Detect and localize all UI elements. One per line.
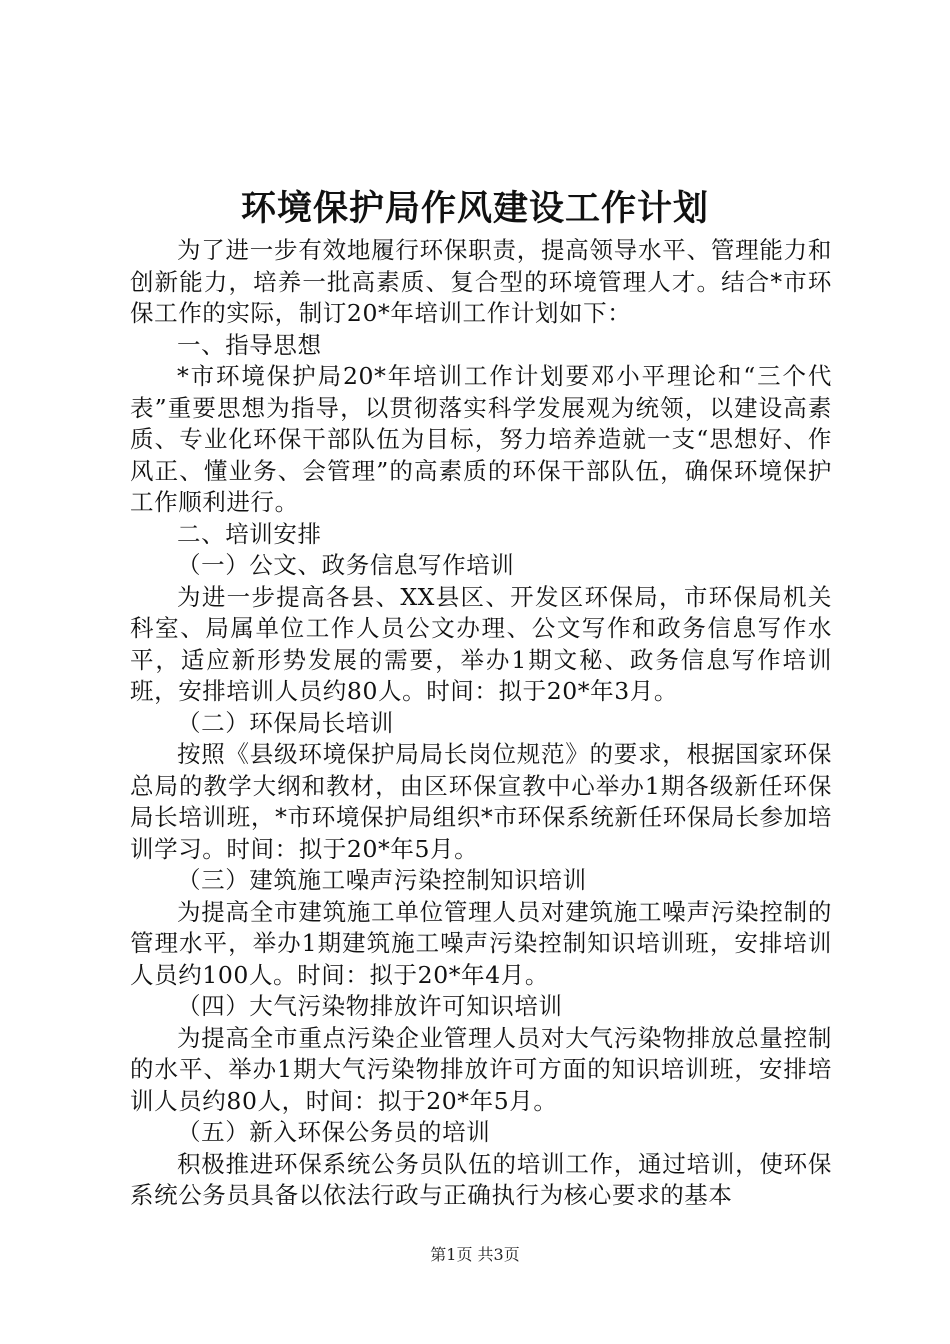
paragraph-guiding-ideology: *市环境保护局20*年培训工作计划要邓小平理论和“三个代表”重要思想为指导，以贯彻落实科学发展观为统领，以建设高素质、专业化环保干部队伍为目标，努力培养造就一支“思想好、作风正、懂业务、会管理”的高素质的环保干部队伍，确保环境保护工作顺利进行。 [130,362,832,516]
paragraph-director-training: 按照《县级环境保护局局长岗位规范》的要求，根据国家环保总局的教学大纲和教材，由区环保宣教中心举办1期各级新任环保局长培训班，*市环境保护局组织*市环保系统新任环保局长参加培训学习。时间：拟于20*年5月。 [130,740,832,863]
paragraph-civil-servant-training: 积极推进环保系统公务员队伍的培训工作，通过培训，使环保系统公务员具备以依法行政与正确执行为核心要求的基本 [130,1149,832,1209]
paragraph-writing-training: 为进一步提高各县、XX县区、开发区环保局，市环保局机关科室、局属单位工作人员公文办理、公文写作和政务信息写作水平，适应新形势发展的需要，举办1期文秘、政务信息写作培训班，安排培训人员约80人。时间：拟于20*年3月。 [130,582,832,705]
subheading-noise-training: （三）建筑施工噪声污染控制知识培训 [177,866,587,894]
paragraph-noise-training: 为提高全市建筑施工单位管理人员对建筑施工噪声污染控制的管理水平，举办1期建筑施工噪声污染控制知识培训班，安排培训人员约100人。时间：拟于20*年4月。 [130,897,832,989]
heading-guiding-ideology: 一、指导思想 [177,330,322,359]
subheading-air-permit-training: （四）大气污染物排放许可知识培训 [177,992,563,1020]
heading-training-arrangement: 二、培训安排 [177,519,322,548]
document-title: 环境保护局作风建设工作计划 [240,188,709,229]
paragraph-air-permit-training: 为提高全市重点污染企业管理人员对大气污染物排放总量控制的水平、举办1期大气污染物排放许可方面的知识培训班，安排培训人员约80人，时间：拟于20*年5月。 [130,1023,832,1115]
subheading-writing-training: （一）公文、政务信息写作培训 [177,551,515,579]
page-footer: 第1页 共3页 [430,1245,520,1264]
document-body [130,235,832,1212]
subheading-civil-servant-training: （五）新入环保公务员的培训 [177,1118,491,1146]
paragraph-intro: 为了进一步有效地履行环保职责，提高领导水平、管理能力和创新能力，培养一批高素质、复合型的环境管理人才。结合*市环保工作的实际，制订20*年培训工作计划如下： [130,236,832,327]
subheading-director-training: （二）环保局长培训 [177,708,394,737]
